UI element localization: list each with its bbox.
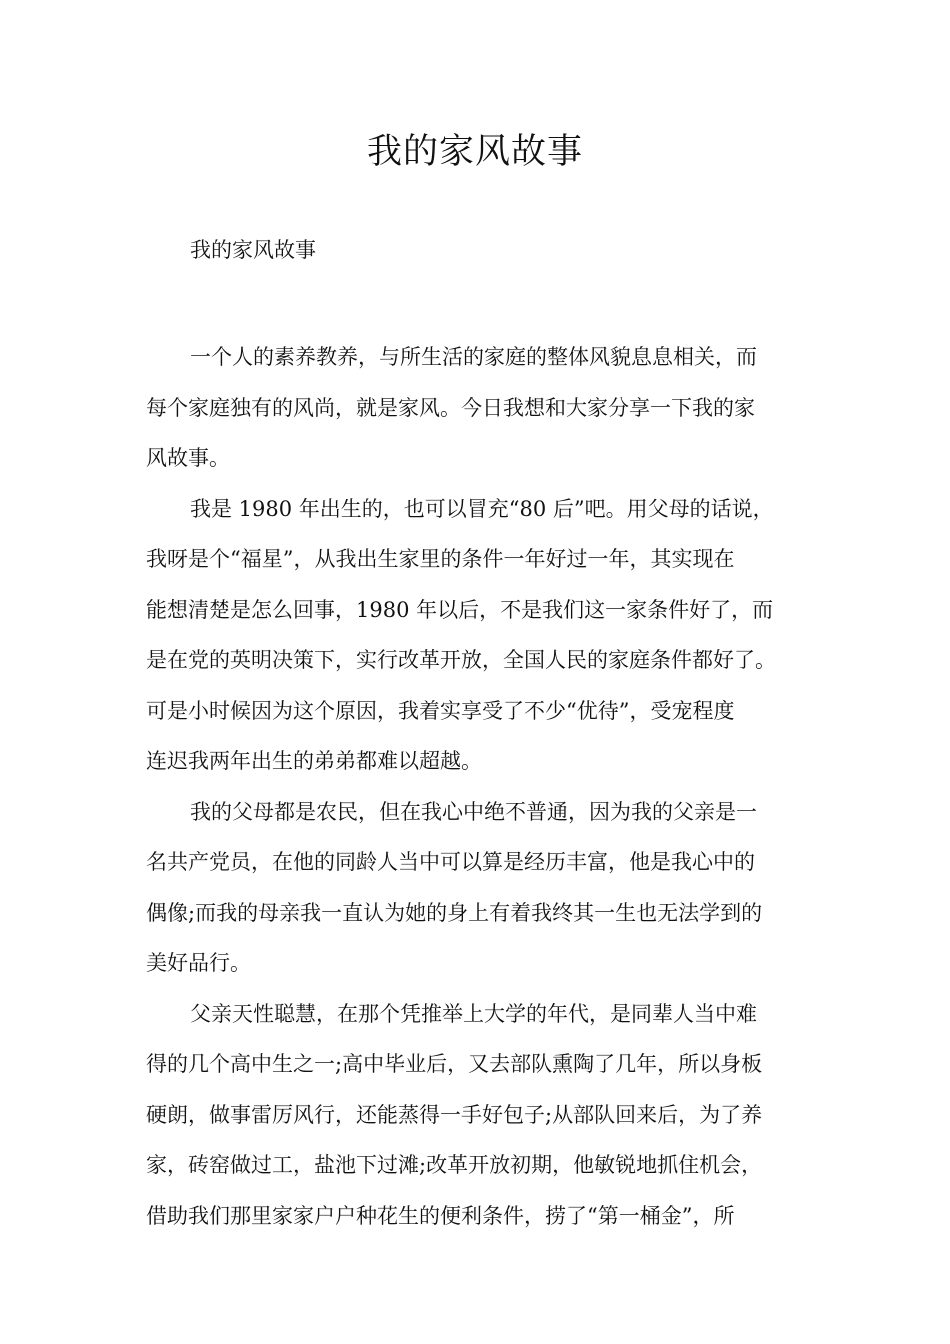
document-subtitle: 我的家风故事 [190,238,316,262]
document-title: 我的家风故事 [366,132,583,172]
paragraph-line: 可是小时候因为这个原因，我着实享受了不少“优待”，受宠程度 [146,698,735,723]
paragraph-1 [146,332,846,484]
paragraph-line: 硬朗，做事雷厉风行，还能蒸得一手好包子;从部队回来后，为了养 [146,1102,763,1127]
paragraph-line: 我是 1980 年出生的，也可以冒充“80 后”吧。用父母的话说， [190,496,774,521]
paragraph-line: 一个人的素养教养，与所生活的家庭的整体风貌息息相关，而 [190,345,757,369]
paragraph-line: 每个家庭独有的风尚，就是家风。今日我想和大家分享一下我的家 [146,395,755,420]
paragraph-line: 美好品行。 [146,951,251,975]
paragraph-line: 连迟我两年出生的弟弟都难以超越。 [146,749,482,773]
paragraph-line: 家，砖窑做过工，盐池下过滩;改革开放初期，他敏锐地抓住机会， [146,1153,763,1177]
paragraph-line: 我的父母都是农民，但在我心中绝不普通，因为我的父亲是一 [190,799,757,824]
paragraph-4 [146,989,846,1242]
paragraph-line: 风故事。 [146,446,230,470]
paragraph-line: 名共产党员，在他的同龄人当中可以算是经历丰富，他是我心中的 [146,850,755,874]
paragraph-line: 是在党的英明决策下，实行改革开放，全国人民的家庭条件都好了。 [146,648,776,672]
paragraph-line: 借助我们那里家家户户种花生的便利条件，捞了“第一桶金”，所 [146,1203,735,1228]
paragraph-line: 偶像;而我的母亲我一直认为她的身上有着我终其一生也无法学到的 [146,900,763,925]
paragraph-line: 得的几个高中生之一;高中毕业后，又去部队熏陶了几年，所以身板 [146,1052,763,1076]
paragraph-line: 能想清楚是怎么回事，1980 年以后，不是我们这一家条件好了，而 [146,597,774,622]
document-body [146,332,846,1241]
paragraph-3 [146,787,846,989]
paragraph-line: 父亲天性聪慧，在那个凭推举上大学的年代，是同辈人当中难 [190,1001,757,1026]
paragraph-line: 我呀是个“福星”，从我出生家里的条件一年好过一年，其实现在 [146,547,735,571]
paragraph-2 [146,484,846,787]
